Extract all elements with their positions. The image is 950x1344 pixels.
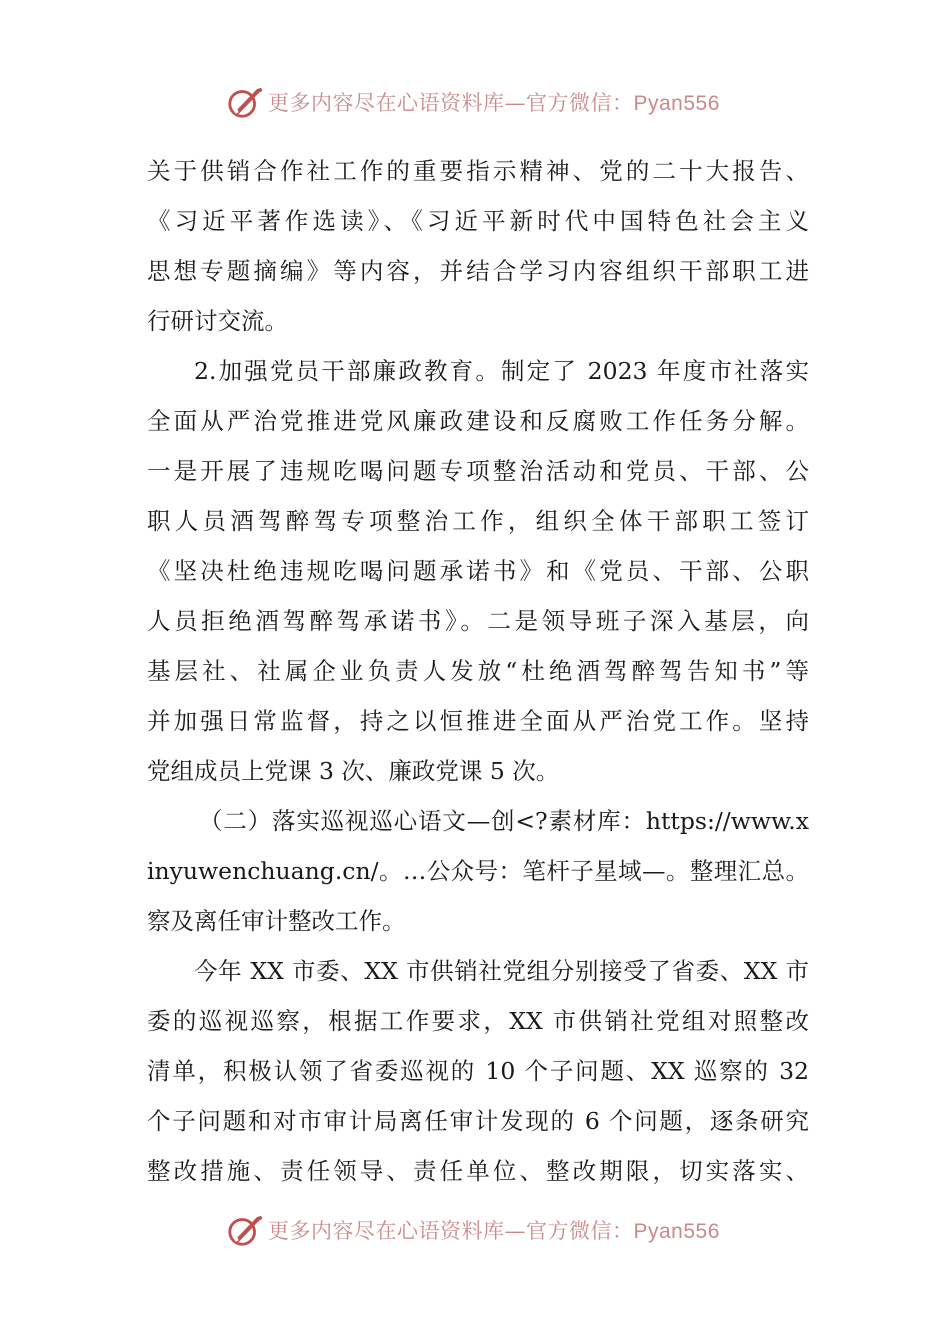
watermark-site-text: 更多内容尽在心语资料库 <box>268 91 505 115</box>
body-line: 整改措施、责任领导、责任单位、整改期限，切实落实、 <box>147 1157 809 1185</box>
watermark-separator: — <box>504 91 526 115</box>
watermark-separator: — <box>504 1219 526 1243</box>
header-watermark <box>0 80 950 124</box>
body-line: inyuwenchuang.cn/。…公众号：笔杆子星域—。整理汇总。 <box>147 857 809 885</box>
body-line: 今年 XX 市委、XX 市供销社党组分别接受了省委、XX 市 <box>194 957 809 985</box>
body-line: 职人员酒驾醉驾专项整治工作，组织全体干部职工签订 <box>147 507 809 535</box>
watermark-wechat-label: 官方微信： <box>526 91 634 115</box>
watermark-wechat-label: 官方微信： <box>526 1219 634 1243</box>
watermark-site-text: 更多内容尽在心语资料库 <box>268 1219 505 1243</box>
body-line: 察及离任审计整改工作。 <box>147 907 406 935</box>
section-heading: （二）落实巡视巡心语文—创<?素材库：https://www.x <box>199 807 809 835</box>
body-line: 委的巡视巡察，根据工作要求，XX 市供销社党组对照整改 <box>147 1007 809 1035</box>
body-line: 行研讨交流。 <box>147 307 288 335</box>
body-line: 基层社、社属企业负责人发放“杜绝酒驾醉驾告知书”等 <box>147 657 809 685</box>
body-line: 2.加强党员干部廉政教育。制定了 2023 年度市社落实 <box>194 357 809 385</box>
quill-logo-icon <box>226 83 264 121</box>
watermark-wechat-id: Pyan556 <box>633 92 720 115</box>
body-line: 《坚决杜绝违规吃喝问题承诺书》和《党员、干部、公职 <box>147 557 809 585</box>
footer-watermark <box>0 1208 950 1252</box>
body-line: 人员拒绝酒驾醉驾承诺书》。二是领导班子深入基层，向 <box>147 607 809 635</box>
body-line: 《习近平著作选读》、《习近平新时代中国特色社会主义 <box>147 207 809 235</box>
body-line: 一是开展了违规吃喝问题专项整治活动和党员、干部、公 <box>147 457 809 485</box>
body-line: 并加强日常监督，持之以恒推进全面从严治党工作。坚持 <box>147 707 809 735</box>
watermark-wechat-id: Pyan556 <box>633 1220 720 1243</box>
body-line: 党组成员上党课 3 次、廉政党课 5 次。 <box>147 757 560 785</box>
body-line: 关于供销合作社工作的重要指示精神、党的二十大报告、 <box>147 157 809 185</box>
document-body <box>147 146 809 1196</box>
body-line: 全面从严治党推进党风廉政建设和反腐败工作任务分解。 <box>147 407 809 435</box>
body-line: 个子问题和对市审计局离任审计发现的 6 个问题，逐条研究 <box>147 1107 809 1135</box>
body-line: 清单，积极认领了省委巡视的 10 个子问题、XX 巡察的 32 <box>147 1057 809 1085</box>
body-line: 思想专题摘编》等内容，并结合学习内容组织干部职工进 <box>147 257 809 285</box>
quill-logo-icon <box>226 1211 264 1249</box>
